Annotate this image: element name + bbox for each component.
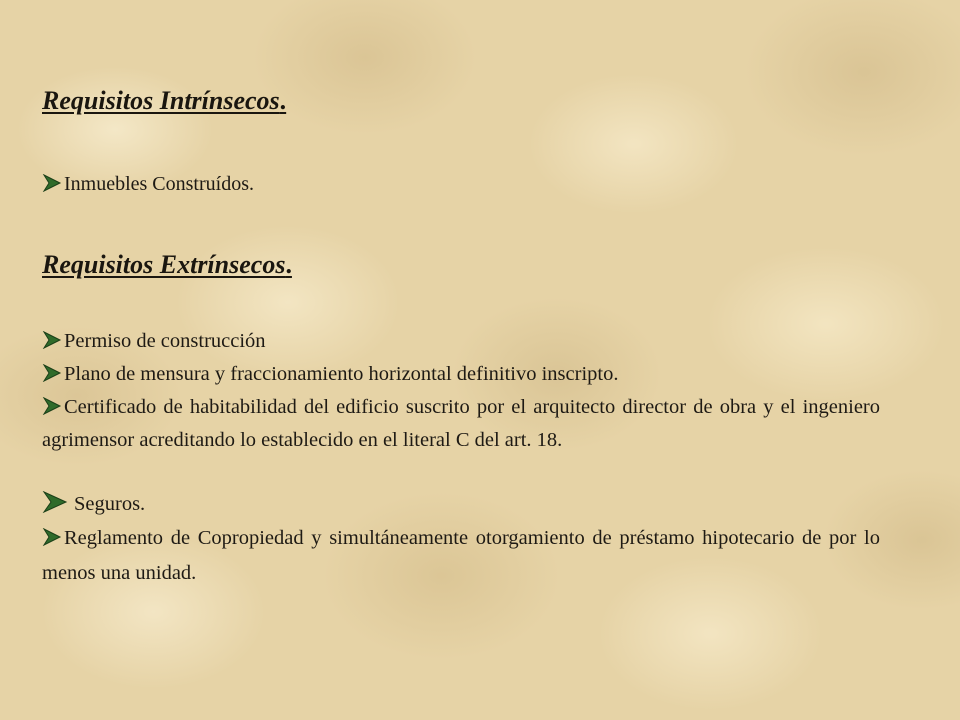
- heading-extrinsic-period: .: [285, 250, 292, 279]
- arrowhead-bullet-icon: [42, 397, 62, 415]
- heading-intrinsic-period: .: [279, 86, 287, 115]
- heading-intrinsic-text: Requisitos Intrínsecos: [42, 86, 280, 115]
- list-item-text: Reglamento de Copropiedad y simultáneamente otorgamiento de préstamo hipotecario de por lo menos una unidad.: [42, 527, 880, 584]
- arrowhead-bullet-icon: [42, 528, 62, 546]
- list-item-plano: [42, 358, 880, 391]
- list-item-permiso: [42, 325, 880, 358]
- list-item-certificado: [42, 391, 880, 456]
- list-item-reglamento: [42, 521, 880, 591]
- arrowhead-bullet-icon: [42, 364, 62, 382]
- list-item-text: Seguros.: [74, 493, 146, 515]
- list-item-seguros: [42, 488, 880, 521]
- heading-intrinsic-requirements: [42, 88, 286, 114]
- heading-extrinsic-requirements: [42, 252, 292, 278]
- arrowhead-bullet-icon: [42, 491, 68, 513]
- heading-extrinsic-text: Requisitos Extrínsecos: [42, 250, 286, 279]
- arrowhead-bullet-icon: [42, 174, 62, 192]
- list-item-text: Inmuebles Construídos.: [64, 173, 254, 195]
- arrowhead-bullet-icon: [42, 331, 62, 349]
- list-item-text: Permiso de construcción: [64, 330, 266, 352]
- list-item-inmuebles: [42, 168, 880, 201]
- list-item-text: Plano de mensura y fraccionamiento horizontal definitivo inscripto.: [64, 363, 619, 385]
- list-item-text: Certificado de habitabilidad del edificio suscrito por el arquitecto director de obra y el ingeniero agrimensor acreditando lo establecido en el literal C del art. 18.: [42, 396, 880, 451]
